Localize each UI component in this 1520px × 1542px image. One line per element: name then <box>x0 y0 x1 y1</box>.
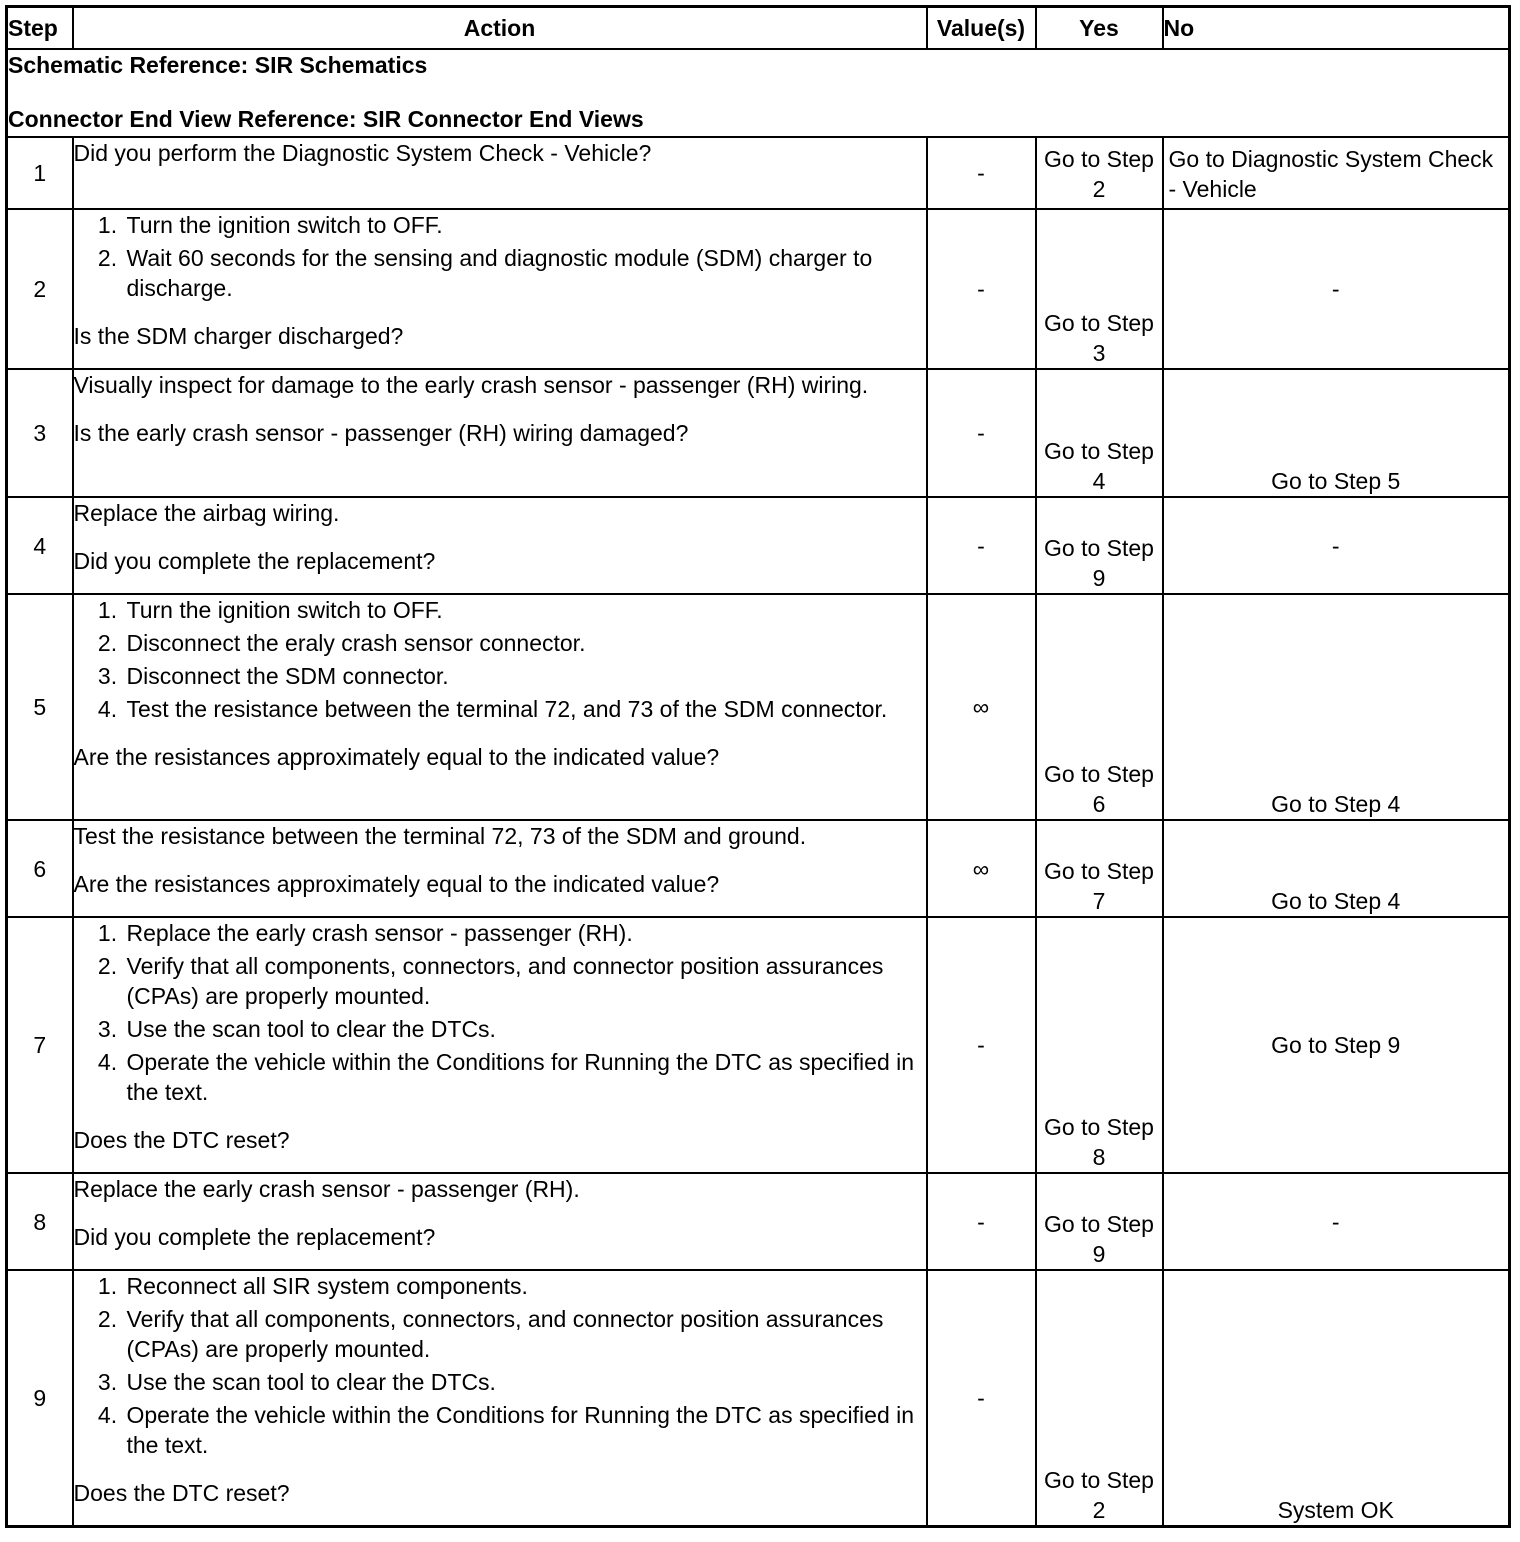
action-steps <box>74 595 926 724</box>
action-step: 1. Turn the ignition switch to OFF. <box>124 595 926 625</box>
reference-cell <box>7 49 1510 137</box>
action-cell <box>73 820 927 917</box>
step-number: 9 <box>7 1270 73 1526</box>
yes-cell: Go to Step 8 <box>1036 917 1163 1173</box>
action-cell <box>73 369 927 497</box>
action-step: 2. Disconnect the eraly crash sensor connector. <box>124 628 926 658</box>
header-values: Value(s) <box>927 7 1036 50</box>
yes-cell: Go to Step 3 <box>1036 209 1163 369</box>
action-steps <box>74 1271 926 1460</box>
header-step: Step <box>7 7 73 50</box>
yes-cell: Go to Step 7 <box>1036 820 1163 917</box>
action-question: Did you complete the replacement? <box>73 1224 436 1250</box>
header-row <box>7 7 1510 50</box>
action-text: Replace the airbag wiring. <box>73 500 340 526</box>
no-cell: Go to Step 9 <box>1163 917 1510 1173</box>
diagnostic-table <box>5 5 1511 1528</box>
table-row <box>7 917 1510 1173</box>
no-cell: - <box>1163 1173 1510 1270</box>
yes-cell: Go to Step 9 <box>1036 1173 1163 1270</box>
action-text: Visually inspect for damage to the early crash sensor - passenger (RH) wiring. <box>73 372 869 398</box>
action-step: 3. Use the scan tool to clear the DTCs. <box>124 1014 926 1044</box>
table-row <box>7 137 1510 209</box>
action-step: 1. Replace the early crash sensor - passenger (RH). <box>124 918 926 948</box>
action-step: 4. Test the resistance between the terminal 72, and 73 of the SDM connector. <box>124 694 926 724</box>
action-step: 4. Operate the vehicle within the Conditions for Running the DTC as specified in the text. <box>124 1400 926 1460</box>
action-step: 2. Wait 60 seconds for the sensing and diagnostic module (SDM) charger to discharge. <box>124 243 926 303</box>
value-cell: ∞ <box>927 594 1036 820</box>
action-cell <box>73 1173 927 1270</box>
yes-cell: Go to Step 9 <box>1036 497 1163 594</box>
action-step: 3. Use the scan tool to clear the DTCs. <box>124 1367 926 1397</box>
yes-cell: Go to Step 2 <box>1036 1270 1163 1526</box>
action-cell <box>73 594 927 820</box>
action-question: Are the resistances approximately equal to the indicated value? <box>73 871 720 897</box>
action-steps <box>74 918 926 1107</box>
action-cell <box>73 497 927 594</box>
value-cell: - <box>927 209 1036 369</box>
header-no: No <box>1163 7 1510 50</box>
action-step: 2. Verify that all components, connectors, and connector position assurances (CPAs) are properly mounted. <box>124 1304 926 1364</box>
header-yes: Yes <box>1036 7 1163 50</box>
action-cell <box>73 137 927 209</box>
step-number: 5 <box>7 594 73 820</box>
table-row <box>7 209 1510 369</box>
no-cell: Go to Step 4 <box>1163 820 1510 917</box>
connector-reference: Connector End View Reference: SIR Connector End Views <box>8 106 644 132</box>
value-cell: - <box>927 1270 1036 1526</box>
action-text: Test the resistance between the terminal 72, 73 of the SDM and ground. <box>73 823 807 849</box>
action-step: 4. Operate the vehicle within the Conditions for Running the DTC as specified in the text. <box>124 1047 926 1107</box>
yes-cell: Go to Step 4 <box>1036 369 1163 497</box>
step-number: 4 <box>7 497 73 594</box>
schematic-reference: Schematic Reference: SIR Schematics <box>8 52 428 78</box>
yes-cell: Go to Step 6 <box>1036 594 1163 820</box>
value-cell: - <box>927 497 1036 594</box>
no-cell: System OK <box>1163 1270 1510 1526</box>
table-row <box>7 1173 1510 1270</box>
action-question: Is the early crash sensor - passenger (RH) wiring damaged? <box>73 420 689 446</box>
reference-row <box>7 49 1510 137</box>
table-row <box>7 369 1510 497</box>
table-row <box>7 1270 1510 1526</box>
step-number: 6 <box>7 820 73 917</box>
action-question: Does the DTC reset? <box>73 1127 290 1153</box>
action-cell <box>73 1270 927 1526</box>
no-cell: - <box>1163 497 1510 594</box>
action-question: Did you complete the replacement? <box>73 548 436 574</box>
value-cell: - <box>927 137 1036 209</box>
action-step: 3. Disconnect the SDM connector. <box>124 661 926 691</box>
value-cell: - <box>927 1173 1036 1270</box>
table-row <box>7 497 1510 594</box>
table-row <box>7 820 1510 917</box>
action-question: Are the resistances approximately equal to the indicated value? <box>73 744 720 770</box>
action-step: 1. Reconnect all SIR system components. <box>124 1271 926 1301</box>
no-cell: - <box>1163 209 1510 369</box>
no-cell: Go to Diagnostic System Check - Vehicle <box>1163 137 1510 209</box>
no-cell: Go to Step 4 <box>1163 594 1510 820</box>
action-steps <box>74 210 926 303</box>
table-row <box>7 594 1510 820</box>
action-step: 1. Turn the ignition switch to OFF. <box>124 210 926 240</box>
action-text: Did you perform the Diagnostic System Check - Vehicle? <box>73 140 652 166</box>
step-number: 1 <box>7 137 73 209</box>
action-question: Does the DTC reset? <box>73 1480 290 1506</box>
action-question: Is the SDM charger discharged? <box>73 323 404 349</box>
value-cell: - <box>927 917 1036 1173</box>
action-step: 2. Verify that all components, connectors, and connector position assurances (CPAs) are properly mounted. <box>124 951 926 1011</box>
value-cell: - <box>927 369 1036 497</box>
yes-cell: Go to Step 2 <box>1036 137 1163 209</box>
step-number: 7 <box>7 917 73 1173</box>
value-cell: ∞ <box>927 820 1036 917</box>
action-text: Replace the early crash sensor - passenger (RH). <box>73 1176 580 1202</box>
header-action: Action <box>73 7 927 50</box>
step-number: 2 <box>7 209 73 369</box>
no-cell: Go to Step 5 <box>1163 369 1510 497</box>
action-cell <box>73 917 927 1173</box>
step-number: 8 <box>7 1173 73 1270</box>
action-cell <box>73 209 927 369</box>
step-number: 3 <box>7 369 73 497</box>
